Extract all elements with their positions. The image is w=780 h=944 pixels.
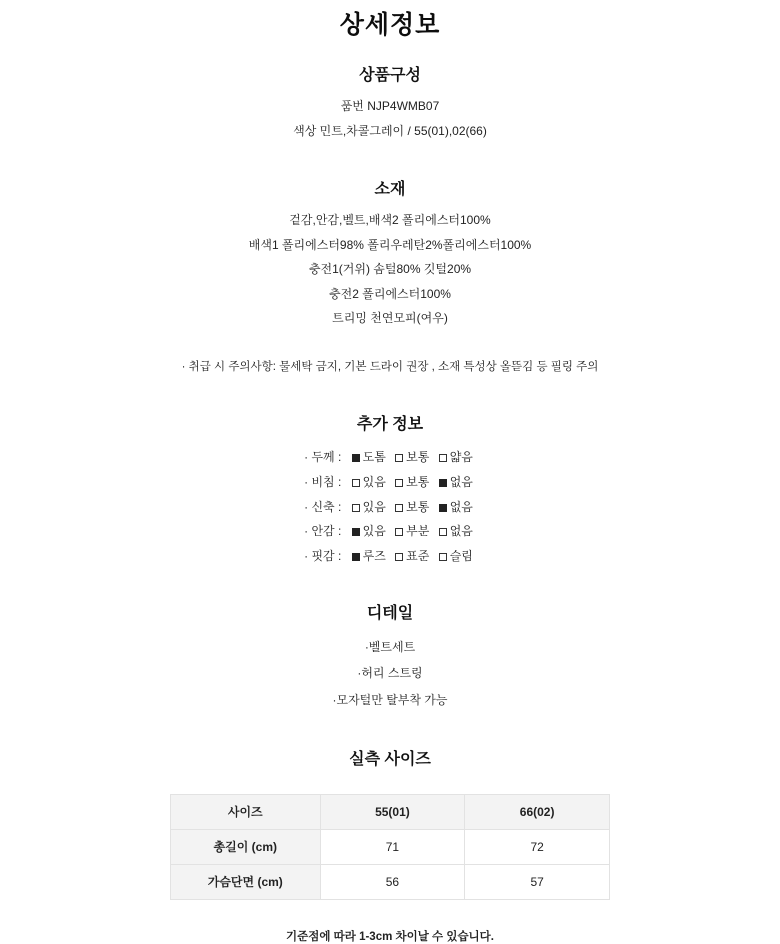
extra-option <box>352 475 386 489</box>
table-row-label: 가슴단면 (cm) <box>171 864 321 899</box>
extra-option <box>439 450 473 464</box>
checkbox-icon <box>395 479 403 487</box>
extra-option-label: 얇음 <box>449 450 473 465</box>
extra-option-label: 없음 <box>449 499 473 514</box>
compose-lines <box>40 97 740 140</box>
size-table-wrapper <box>40 794 740 900</box>
extra-option <box>439 500 473 514</box>
extra-option-label: 없음 <box>449 474 473 489</box>
size-table <box>170 794 610 900</box>
table-cell: 71 <box>320 829 465 864</box>
material-line: 충전1(거위) 솜털80% 깃털20% <box>308 262 472 277</box>
extra-option <box>395 500 429 514</box>
section-title-material: 소재 <box>374 180 406 198</box>
table-cell: 56 <box>320 864 465 899</box>
checkbox-icon <box>352 528 360 536</box>
page-title: 상세정보 <box>339 11 441 39</box>
extra-option-label: 보통 <box>406 499 430 514</box>
checkbox-icon <box>439 479 447 487</box>
extra-option <box>352 500 386 514</box>
table-header-cell: 55(01) <box>320 794 465 829</box>
detail-lines <box>40 638 740 710</box>
extra-option <box>352 450 386 464</box>
checkbox-icon <box>395 454 403 462</box>
extra-row-label: · 신축 : <box>304 499 342 514</box>
table-header-cell: 66(02) <box>465 794 610 829</box>
extra-option-label: 슬림 <box>449 548 473 563</box>
detail-line: ·벨트세트 <box>364 639 416 654</box>
detail-line: ·허리 스트링 <box>357 666 423 681</box>
extra-row-lining <box>40 522 740 541</box>
section-title-detail: 디테일 <box>366 605 414 623</box>
extra-option-label: 표준 <box>406 548 430 563</box>
checkbox-icon <box>352 454 360 462</box>
table-header-row <box>171 794 610 829</box>
checkbox-icon <box>395 553 403 561</box>
checkbox-icon <box>439 454 447 462</box>
material-line: 겉감,안감,벨트,배색2 폴리에스터100% <box>289 212 491 227</box>
extra-option <box>439 475 473 489</box>
extra-option-label: 보통 <box>406 474 430 489</box>
checkbox-icon <box>395 528 403 536</box>
detail-line: ·모자털만 탈부착 가능 <box>332 692 448 707</box>
extra-option-label: 있음 <box>362 524 386 539</box>
extra-row-stretch <box>40 498 740 517</box>
extra-info-list <box>40 448 740 565</box>
compose-line: 색상 민트,차콜그레이 / 55(01),02(66) <box>293 123 487 138</box>
section-title-compose: 상품구성 <box>359 67 421 84</box>
table-row-label: 총길이 (cm) <box>171 829 321 864</box>
extra-option-label: 없음 <box>449 524 473 539</box>
table-row <box>171 829 610 864</box>
checkbox-icon <box>439 528 447 536</box>
material-line: 트리밍 천연모피(여우) <box>332 311 448 326</box>
checkbox-icon <box>352 479 360 487</box>
extra-option-label: 부분 <box>406 524 430 539</box>
extra-option <box>395 450 429 464</box>
extra-option <box>352 524 386 538</box>
product-detail-page <box>0 8 780 943</box>
section-title-extra: 추가 정보 <box>356 415 424 433</box>
material-line: 충전2 폴리에스터100% <box>329 286 451 301</box>
checkbox-icon <box>439 553 447 561</box>
table-row <box>171 864 610 899</box>
material-line: 배색1 폴리에스터98% 폴리우레탄2%폴리에스터100% <box>248 237 532 252</box>
checkbox-icon <box>395 504 403 512</box>
extra-option-label: 도톰 <box>362 450 386 465</box>
material-lines <box>40 211 740 328</box>
extra-option <box>439 549 473 563</box>
extra-row-fit <box>40 547 740 566</box>
checkbox-icon <box>439 504 447 512</box>
extra-option-label: 보통 <box>406 450 430 465</box>
extra-row-label: · 두께 : <box>304 450 342 465</box>
size-footnote: 기준점에 따라 1-3cm 차이날 수 있습니다. <box>286 930 494 943</box>
extra-option-label: 있음 <box>362 474 386 489</box>
section-title-size: 실측 사이즈 <box>349 751 431 769</box>
table-header-cell: 사이즈 <box>171 794 321 829</box>
extra-option <box>352 549 386 563</box>
checkbox-icon <box>352 504 360 512</box>
extra-option-label: 있음 <box>362 499 386 514</box>
care-instructions: · 취급 시 주의사항: 물세탁 금지, 기본 드라이 권장 , 소재 특성상 올뜯김 등 필링 주의 <box>181 360 599 373</box>
extra-option-label: 루즈 <box>362 548 386 563</box>
extra-row-label: · 핏감 : <box>304 548 342 563</box>
extra-option <box>439 524 473 538</box>
table-cell: 72 <box>465 829 610 864</box>
extra-row-thickness <box>40 448 740 467</box>
extra-row-label: · 비침 : <box>304 474 342 489</box>
extra-option <box>395 475 429 489</box>
extra-row-label: · 안감 : <box>304 524 342 539</box>
extra-option <box>395 524 429 538</box>
extra-option <box>395 549 429 563</box>
compose-line: 품번 NJP4WMB07 <box>340 99 440 114</box>
extra-row-transparency <box>40 473 740 492</box>
checkbox-icon <box>352 553 360 561</box>
table-cell: 57 <box>465 864 610 899</box>
